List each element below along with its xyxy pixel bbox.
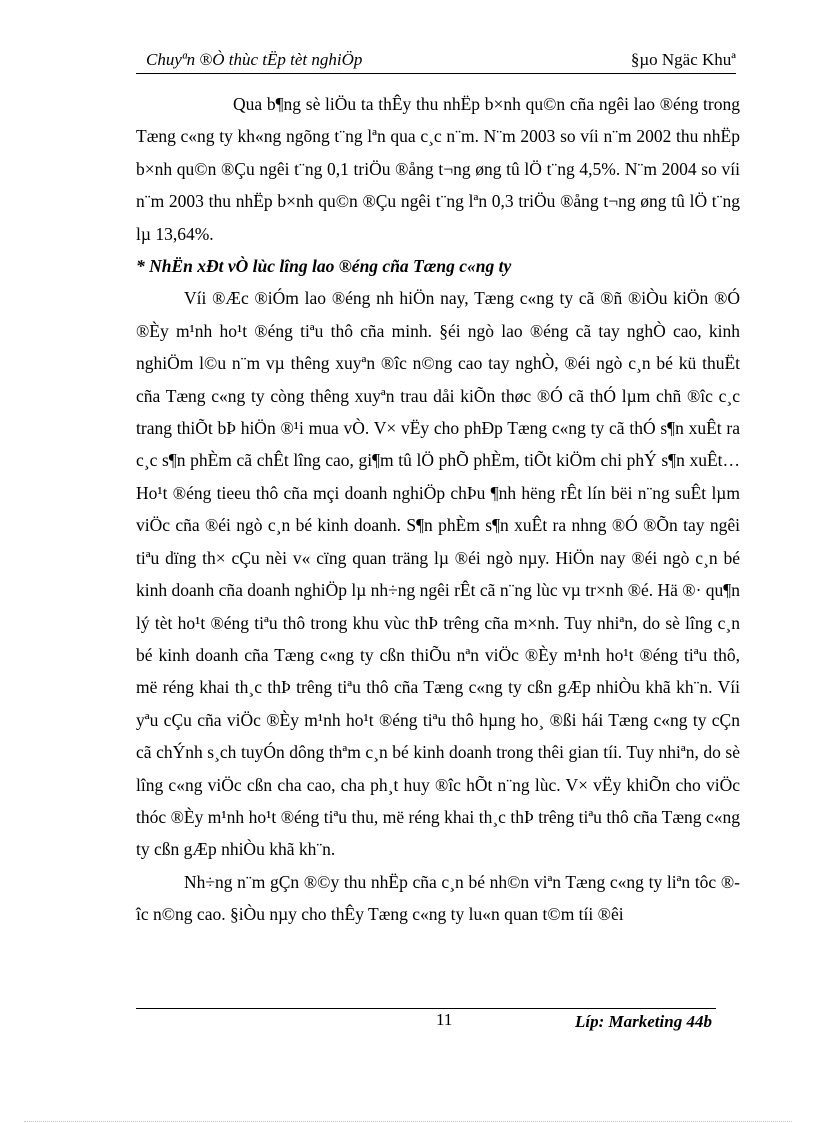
paragraph-labor-assessment: Víi ®Æc ®iÓm lao ®éng nh hiÖn nay, Tæng c«ng ty cã ®ñ ®iÒu kiÖn ®Ó ®Èy m¹nh ho¹t ®éng tiªu thô cña minh. §éi ngò lao ®éng cã tay nghÒ cao, kinh nghiÖm l©u n¨m vµ thêng xuyªn ®îc n©ng cao tay nghÒ, ®éi ngò c¸n bé kü thuËt cña Tæng c«ng ty còng thêng xuyªn trau dåi kiÕn thøc ®Ó cã thÓ lµm chñ ®îc c¸c trang thiÕt bÞ hiÖn ®¹i mua vÒ. V× vËy cho phÐp Tæng c«ng ty cã thÓ s¶n xuÊt ra c¸c s¶n phÈm cã chÊt lîng cao, gi¶m tû lÖ phÕ phÈm, tiÕt kiÖm chi phÝ s¶n xuÊt… Ho¹t ®éng tieeu thô cña mçi doanh nghiÖp chÞu ¶nh hëng rÊt lín bëi n¨ng suÊt lµm viÖc cña ®éi ngò c¸n bé kinh doanh. S¶n phÈm s¶n xuÊt ra nhng ®Ó ®Õn tay ngêi tiªu dïng th× cÇu nèi v« cïng quan träng lµ ®éi ngò nµy. HiÖn nay ®éi ngò c¸n bé kinh doanh cña doanh nghiÖp lµ nh÷ng ngêi rÊt cã n¨ng lùc vµ tr×nh ®é. Hä ®· qu¶n lý tèt ho¹t ®éng tiªu thô trong khu vùc thÞ trêng cña m×nh. Tuy nhiªn, do sè lîng c¸n bé kinh doanh cña Tæng c«ng ty cßn thiÕu nªn viÖc ®Èy m¹nh ho¹t ®éng tiªu thô, më réng khai th¸c thÞ trêng tiªu thô cña Tæng c«ng ty cßn gÆp nhiÒu khã kh¨n. Víi yªu cÇu cña viÖc ®Èy m¹nh ho¹t ®éng tiªu thô hµng ho¸ ®ßi hái Tæng c«ng ty cÇn cã chÝnh s¸ch tuyÓn dông thªm c¸n bé kinh doanh trong thêi gian tíi. Tuy nhiªn, do sè lîng c«ng viÖc cßn cha cao, cha ph¸t huy ®îc hÕt n¨ng lùc. V× vËy khiÕn cho viÖc thóc ®Èy m¹nh ho¹t ®éng tiªu thu, më réng khai th¸c thÞ trêng tiªu thô cña Tæng c«ng ty cßn gÆp nhiÒu khã kh¨n.	[136, 288, 740, 860]
paragraph-income-trend: Nh÷ng n¨m gÇn ®©y thu nhËp cña c¸n bé nh©n viªn Tæng c«ng ty liªn tôc ®îc n©ng cao. §iÒu nµy cho thÊy Tæng c«ng ty lu«n quan t©m tíi ®êi	[136, 871, 740, 925]
footer-class-label: Líp: Marketing 44b	[575, 1012, 712, 1031]
section-subheading: * NhËn xÐt vÒ lùc lîng lao ®éng cña Tæng c«ng ty	[136, 256, 512, 277]
page-number: 11	[436, 1010, 453, 1029]
header-divider	[136, 73, 736, 74]
header-author: §µo Ngäc Khuª	[630, 50, 736, 69]
page-header	[136, 50, 736, 74]
document-body	[136, 88, 740, 931]
paragraph-income-comparison: Qua b¶ng sè liÖu ta thÊy thu nhËp b×nh qu©n cña ngêi lao ®éng trong Tæng c«ng ty kh«ng ngõng t¨ng lªn qua c¸c n¨m. N¨m 2003 so víi n¨m 2002 thu nhËp b×nh qu©n ®Çu ngêi t¨ng 0,1 triÖu ®ång t¬ng øng tû lÖ t¨ng 4,5%. N¨m 2004 so víi n¨m 2003 thu nhËp b×nh qu©n ®Çu ngêi t¨ng lªn 0,3 triÖu ®ång t¬ng øng tû lÖ t¨ng lµ 13,64%.	[136, 94, 740, 244]
header-title: Chuyªn ®Ò thùc tËp tèt nghiÖp	[146, 50, 363, 69]
footer-divider	[136, 1008, 716, 1009]
page-bottom-border	[24, 1121, 792, 1122]
